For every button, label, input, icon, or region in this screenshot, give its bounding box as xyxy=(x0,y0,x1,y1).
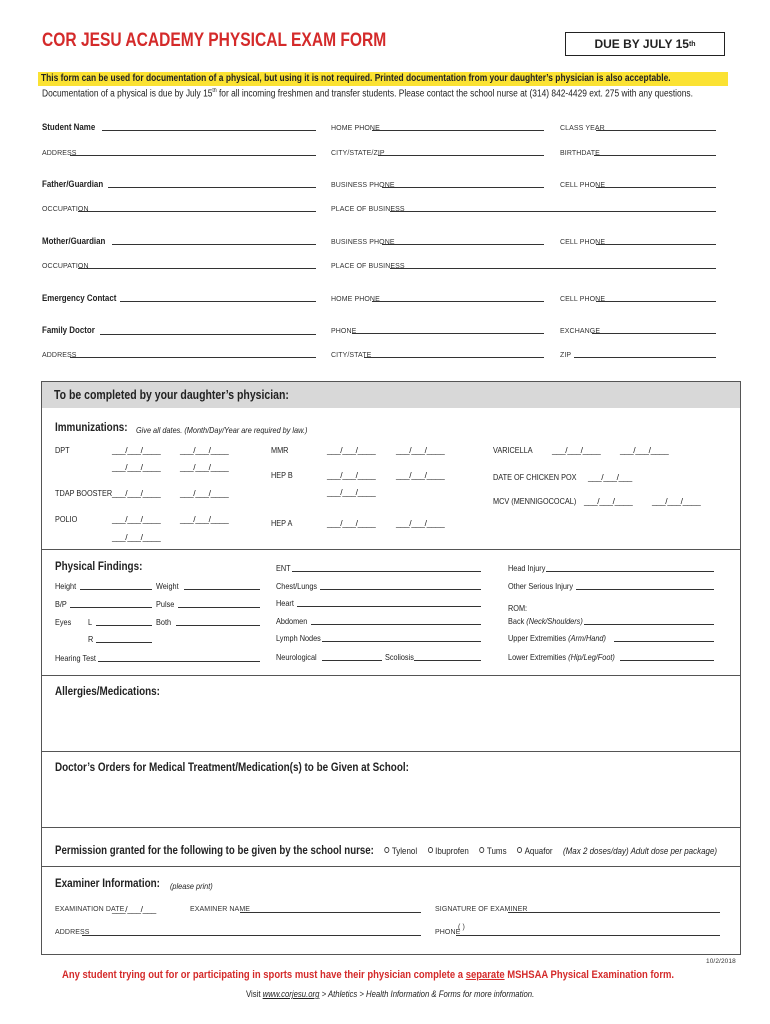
ent-field[interactable] xyxy=(292,571,481,572)
lymph-field[interactable] xyxy=(322,641,481,642)
examiner-phone-field[interactable] xyxy=(456,935,720,936)
visit-post: > Athletics > Health Information & Forms for more information. xyxy=(319,989,535,999)
immunizations-heading: Immunizations: xyxy=(55,422,128,434)
orders-area[interactable] xyxy=(42,778,740,826)
visit-line xyxy=(246,989,534,999)
upper-text: Upper Extremities xyxy=(508,633,567,643)
info-text xyxy=(42,88,693,99)
pulse-label: Pulse xyxy=(156,599,175,609)
form-version: 10/2/2018 xyxy=(706,958,736,965)
dpt-date-4[interactable]: ___/___/____ xyxy=(180,462,229,472)
address-field[interactable] xyxy=(70,155,316,156)
father-occupation-field[interactable] xyxy=(78,211,316,212)
notice-text: This form can be used for documentation of a physical, but using it is not required. Printed documentation from your daughter’s physician is also acceptable. xyxy=(41,73,671,84)
back-text: Back xyxy=(508,616,525,626)
hep-b-date-1[interactable]: ___/___/____ xyxy=(327,470,376,480)
lower-label xyxy=(508,652,615,662)
please-print: (please print) xyxy=(170,881,213,891)
hearing-label: Hearing Test xyxy=(55,653,96,663)
mother-business-phone-label: BUSINESS PHONE xyxy=(331,239,395,246)
mother-cell-label: CELL PHONE xyxy=(560,239,606,246)
neuro-field[interactable] xyxy=(322,660,382,661)
chest-label: Chest/Lungs xyxy=(276,581,318,591)
tdap-date-1[interactable]: ___/___/____ xyxy=(112,488,161,498)
mother-cell-field[interactable] xyxy=(596,244,716,245)
father-cell-label: CELL PHONE xyxy=(560,182,606,189)
tdap-date-2[interactable]: ___/___/____ xyxy=(180,488,229,498)
physician-heading: To be completed by your daughter’s physician: xyxy=(54,388,289,402)
examiner-name-label: EXAMINER NAME xyxy=(190,906,251,913)
home-phone-label: HOME PHONE xyxy=(331,125,380,132)
emergency-field[interactable] xyxy=(120,301,316,302)
examiner-name-field[interactable] xyxy=(240,912,421,913)
tums-checkbox[interactable] xyxy=(479,847,484,853)
chest-field[interactable] xyxy=(320,589,481,590)
exchange-label: EXCHANGE xyxy=(560,328,601,335)
doctor-phone-label: PHONE xyxy=(331,328,357,335)
emergency-home-phone-field[interactable] xyxy=(372,301,544,302)
divider-4 xyxy=(42,827,740,828)
rom-label: ROM: xyxy=(508,603,528,613)
emergency-cell-field[interactable] xyxy=(596,301,716,302)
back-label xyxy=(508,616,583,626)
weight-field[interactable] xyxy=(184,589,260,590)
aquafor-label: Aquafor xyxy=(524,846,553,857)
lower-text: Lower Extremities xyxy=(508,652,567,662)
bp-label: B/P xyxy=(55,599,67,609)
upper-field[interactable] xyxy=(614,641,714,642)
back-note: (Neck/Shoulders) xyxy=(526,616,583,626)
exchange-field[interactable] xyxy=(592,333,716,334)
class-year-label: CLASS YEAR xyxy=(560,125,605,132)
father-cell-field[interactable] xyxy=(596,187,716,188)
mother-place-label: PLACE OF BUSINESS xyxy=(331,263,405,270)
zip-label: ZIP xyxy=(560,352,572,359)
polio-date-2[interactable]: ___/___/____ xyxy=(180,514,229,524)
doctor-address-label: ADDRESS xyxy=(42,352,77,359)
both-field[interactable] xyxy=(176,625,260,626)
ibuprofen-label: Ibuprofen xyxy=(435,846,469,857)
due-date-text: DUE BY JULY 15 xyxy=(594,37,689,51)
mother-occupation-label: OCCUPATION xyxy=(42,263,89,270)
other-injury-label: Other Serious Injury xyxy=(508,581,574,591)
examiner-phone-label: PHONE xyxy=(435,929,461,936)
ent-label: ENT xyxy=(276,563,291,573)
examiner-heading: Examiner Information: xyxy=(55,878,160,890)
tdap-label: TDAP BOOSTER xyxy=(55,488,113,498)
emergency-home-phone-label: HOME PHONE xyxy=(331,296,380,303)
mmr-date-2[interactable]: ___/___/____ xyxy=(396,445,445,455)
examiner-address-field[interactable] xyxy=(82,935,421,936)
upper-label xyxy=(508,633,606,643)
hep-b-label: HEP B xyxy=(271,470,293,480)
physician-header xyxy=(42,382,740,408)
father-business-phone-label: BUSINESS PHONE xyxy=(331,182,395,189)
hep-a-date-1[interactable]: ___/___/____ xyxy=(327,518,376,528)
hep-a-date-2[interactable]: ___/___/____ xyxy=(396,518,445,528)
city-state-zip-label: CITY/STATE/ZIP xyxy=(331,150,385,157)
info-sup: th xyxy=(212,88,217,94)
heart-label: Heart xyxy=(276,598,294,608)
dpt-date-2[interactable]: ___/___/____ xyxy=(180,445,229,455)
ibuprofen-checkbox[interactable] xyxy=(428,847,433,853)
father-occupation-label: OCCUPATION xyxy=(42,206,89,213)
due-date-sup: th xyxy=(688,40,696,48)
varicella-date-2[interactable]: ___/___/____ xyxy=(620,445,669,455)
doctor-city-state-field[interactable] xyxy=(364,357,544,358)
divider-5 xyxy=(42,866,740,867)
aquafor-checkbox[interactable] xyxy=(517,847,522,853)
tylenol-label: Tylenol xyxy=(391,846,418,857)
exam-date-field[interactable]: ___/___/___ xyxy=(112,904,156,914)
mmr-date-1[interactable]: ___/___/____ xyxy=(327,445,376,455)
physical-findings-heading: Physical Findings: xyxy=(55,561,143,573)
divider-2 xyxy=(42,675,740,676)
form-title: COR JESU ACADEMY PHYSICAL EXAM FORM xyxy=(42,30,387,51)
mmr-label: MMR xyxy=(271,445,289,455)
address-label: ADDRESS xyxy=(42,150,77,157)
upper-note: (Arm/Hand) xyxy=(568,633,606,643)
father-label: Father/Guardian xyxy=(42,179,104,189)
father-field[interactable] xyxy=(108,187,316,188)
eye-left-field[interactable] xyxy=(96,625,152,626)
head-injury-field[interactable] xyxy=(546,571,714,572)
varicella-label: VARICELLA xyxy=(493,445,533,455)
dose-note: (Max 2 doses/day) Adult dose per package) xyxy=(563,846,718,857)
permission-row xyxy=(55,841,717,859)
notice-highlight xyxy=(38,72,728,86)
examiner-phone-paren: ( ) xyxy=(458,924,465,931)
student-name-label: Student Name xyxy=(42,122,96,132)
allergies-heading: Allergies/Medications: xyxy=(55,686,160,698)
hep-a-label: HEP A xyxy=(271,518,293,528)
visit-pre: Visit xyxy=(246,989,263,999)
allergies-area[interactable] xyxy=(42,702,740,750)
info-pre: Documentation of a physical is due by July 15 xyxy=(42,88,213,100)
lymph-label: Lymph Nodes xyxy=(276,633,321,643)
head-injury-label: Head Injury xyxy=(508,563,546,573)
sports-notice xyxy=(62,969,674,981)
bp-field[interactable] xyxy=(70,607,152,608)
father-place-field[interactable] xyxy=(390,211,716,212)
polio-date-3[interactable]: ___/___/____ xyxy=(112,532,161,542)
chicken-pox-label: DATE OF CHICKEN POX xyxy=(493,472,577,482)
lower-note: (Hip/Leg/Foot) xyxy=(568,652,615,662)
student-name-field[interactable] xyxy=(102,130,316,131)
immunizations-note: Give all dates. (Month/Day/Year are required by law.) xyxy=(136,425,308,435)
chicken-pox-date[interactable]: ___/___/___ xyxy=(588,472,632,482)
emergency-cell-label: CELL PHONE xyxy=(560,296,606,303)
doctor-address-field[interactable] xyxy=(70,357,316,358)
hep-b-date-2[interactable]: ___/___/____ xyxy=(396,470,445,480)
info-post: for all incoming freshmen and transfer students. Please contact the school nurse at (314) 842-4429 ext. 275 with any questions. xyxy=(216,88,693,100)
birthdate-label: BIRTHDATE xyxy=(560,150,600,157)
divider-1 xyxy=(42,549,740,550)
birthdate-field[interactable] xyxy=(594,155,716,156)
polio-date-1[interactable]: ___/___/____ xyxy=(112,514,161,524)
varicella-date-1[interactable]: ___/___/____ xyxy=(552,445,601,455)
height-label: Height xyxy=(55,581,77,591)
mother-business-phone-field[interactable] xyxy=(382,244,544,245)
tums-label: Tums xyxy=(486,846,507,857)
sports-underlined: separate xyxy=(465,969,505,981)
scoliosis-label: Scoliosis xyxy=(385,652,414,662)
class-year-field[interactable] xyxy=(596,130,716,131)
eyes-label: Eyes xyxy=(55,617,72,627)
mcv-date-2[interactable]: ___/___/____ xyxy=(652,496,701,506)
sports-pre: Any student trying out for or participating in sports must have their physician complete a xyxy=(62,969,466,981)
examiner-address-label: ADDRESS xyxy=(55,929,90,936)
zip-field[interactable] xyxy=(574,357,716,358)
pulse-field[interactable] xyxy=(178,607,260,608)
permission-label: Permission granted for the following to be given by the school nurse: xyxy=(55,845,374,857)
divider-3 xyxy=(42,751,740,752)
tylenol-checkbox[interactable] xyxy=(384,847,389,853)
website-link[interactable]: www.corjesu.org xyxy=(262,989,320,999)
home-phone-field[interactable] xyxy=(372,130,544,131)
eye-right-field[interactable] xyxy=(96,642,152,643)
dpt-date-1[interactable]: ___/___/____ xyxy=(112,445,161,455)
family-doctor-label: Family Doctor xyxy=(42,325,95,335)
heart-field[interactable] xyxy=(297,606,481,607)
due-date-box xyxy=(565,32,725,56)
orders-heading: Doctor’s Orders for Medical Treatment/Medication(s) to be Given at School: xyxy=(55,762,409,774)
doctor-phone-field[interactable] xyxy=(352,333,544,334)
family-doctor-field[interactable] xyxy=(100,334,316,335)
abdomen-field[interactable] xyxy=(311,624,481,625)
eye-left-label: L xyxy=(88,617,93,627)
scoliosis-field[interactable] xyxy=(414,660,481,661)
mother-label: Mother/Guardian xyxy=(42,236,106,246)
city-state-zip-field[interactable] xyxy=(378,155,544,156)
lower-field[interactable] xyxy=(620,660,714,661)
polio-label: POLIO xyxy=(55,514,78,524)
dpt-label: DPT xyxy=(55,445,70,455)
eye-right-label: R xyxy=(88,634,94,644)
neuro-label: Neurological xyxy=(276,652,317,662)
exam-date-label: EXAMINATION DATE xyxy=(55,906,125,913)
height-field[interactable] xyxy=(80,589,152,590)
doctor-city-state-label: CITY/STATE xyxy=(331,352,372,359)
abdomen-label: Abdomen xyxy=(276,616,308,626)
mother-place-field[interactable] xyxy=(390,268,716,269)
back-field[interactable] xyxy=(584,624,714,625)
emergency-label: Emergency Contact xyxy=(42,293,117,303)
hearing-field[interactable] xyxy=(98,661,260,662)
hep-b-date-3[interactable]: ___/___/____ xyxy=(327,487,376,497)
other-injury-field[interactable] xyxy=(576,589,714,590)
weight-label: Weight xyxy=(156,581,179,591)
mcv-date-1[interactable]: ___/___/____ xyxy=(584,496,633,506)
father-place-label: PLACE OF BUSINESS xyxy=(331,206,405,213)
mother-field[interactable] xyxy=(112,244,316,245)
signature-field[interactable] xyxy=(508,912,720,913)
dpt-date-3[interactable]: ___/___/____ xyxy=(112,462,161,472)
sports-post: MSHSAA Physical Examination form. xyxy=(504,969,675,981)
mother-occupation-field[interactable] xyxy=(78,268,316,269)
signature-label: SIGNATURE OF EXAMINER xyxy=(435,906,528,913)
father-business-phone-field[interactable] xyxy=(382,187,544,188)
mcv-label: MCV (MENNIGOCOCAL) xyxy=(493,496,577,506)
both-label: Both xyxy=(156,617,172,627)
